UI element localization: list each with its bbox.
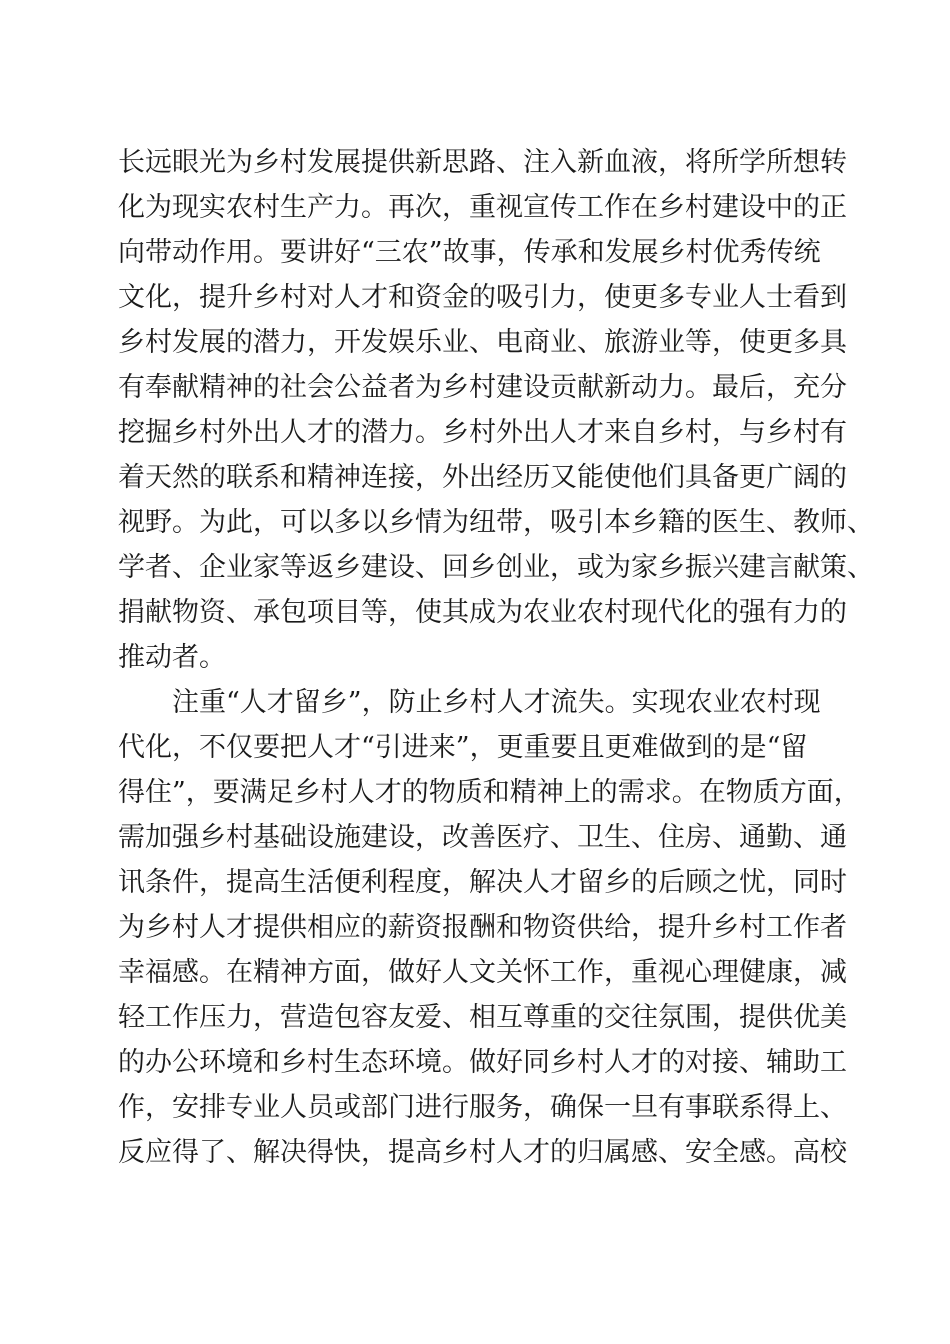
text-line: 捐献物资、承包项目等，使其成为农业农村现代化的强有力的 bbox=[118, 597, 847, 628]
text-line: 幸福感。在精神方面，做好人文关怀工作，重视心理健康，减 bbox=[118, 957, 847, 988]
text-line: 讯条件，提高生活便利程度，解决人才留乡的后顾之忧，同时 bbox=[118, 867, 847, 898]
text-line: 代化，不仅要把人才“引进来”，更重要且更难做到的是“留 bbox=[118, 732, 808, 763]
text-line: 文化，提升乡村对人才和资金的吸引力，使更多专业人士看到 bbox=[118, 282, 847, 313]
text-line: 推动者。 bbox=[118, 642, 226, 673]
paragraph-1 bbox=[118, 140, 874, 680]
body-text bbox=[118, 140, 874, 1175]
paragraph-2 bbox=[118, 680, 861, 1175]
text-line: 挖掘乡村外出人才的潜力。乡村外出人才来自乡村，与乡村有 bbox=[118, 417, 847, 448]
text-line: 注重“人才留乡”，防止乡村人才流失。实现农业农村现 bbox=[172, 687, 821, 718]
text-line: 需加强乡村基础设施建设，改善医疗、卫生、住房、通勤、通 bbox=[118, 822, 847, 853]
text-line: 乡村发展的潜力，开发娱乐业、电商业、旅游业等，使更多具 bbox=[118, 327, 847, 358]
text-line: 学者、企业家等返乡建设、回乡创业，或为家乡振兴建言献策、 bbox=[118, 552, 874, 583]
text-line: 视野。为此，可以多以乡情为纽带，吸引本乡籍的医生、教师、 bbox=[118, 507, 874, 538]
text-line: 轻工作压力，营造包容友爱、相互尊重的交往氛围，提供优美 bbox=[118, 1002, 847, 1033]
text-line: 作，安排专业人员或部门进行服务，确保一旦有事联系得上、 bbox=[118, 1092, 847, 1123]
text-line: 的办公环境和乡村生态环境。做好同乡村人才的对接、辅助工 bbox=[118, 1047, 847, 1078]
text-line: 向带动作用。要讲好“三农”故事，传承和发展乡村优秀传统 bbox=[118, 237, 821, 268]
text-line: 为乡村人才提供相应的薪资报酬和物资供给，提升乡村工作者 bbox=[118, 912, 847, 943]
text-line: 长远眼光为乡村发展提供新思路、注入新血液，将所学所想转 bbox=[118, 147, 847, 178]
text-line: 反应得了、解决得快，提高乡村人才的归属感、安全感。高校 bbox=[118, 1137, 847, 1168]
text-line: 有奉献精神的社会公益者为乡村建设贡献新动力。最后，充分 bbox=[118, 372, 847, 403]
text-line: 得住”，要满足乡村人才的物质和精神上的需求。在物质方面， bbox=[118, 777, 861, 808]
text-line: 化为现实农村生产力。再次，重视宣传工作在乡村建设中的正 bbox=[118, 192, 847, 223]
text-line: 着天然的联系和精神连接，外出经历又能使他们具备更广阔的 bbox=[118, 462, 847, 493]
